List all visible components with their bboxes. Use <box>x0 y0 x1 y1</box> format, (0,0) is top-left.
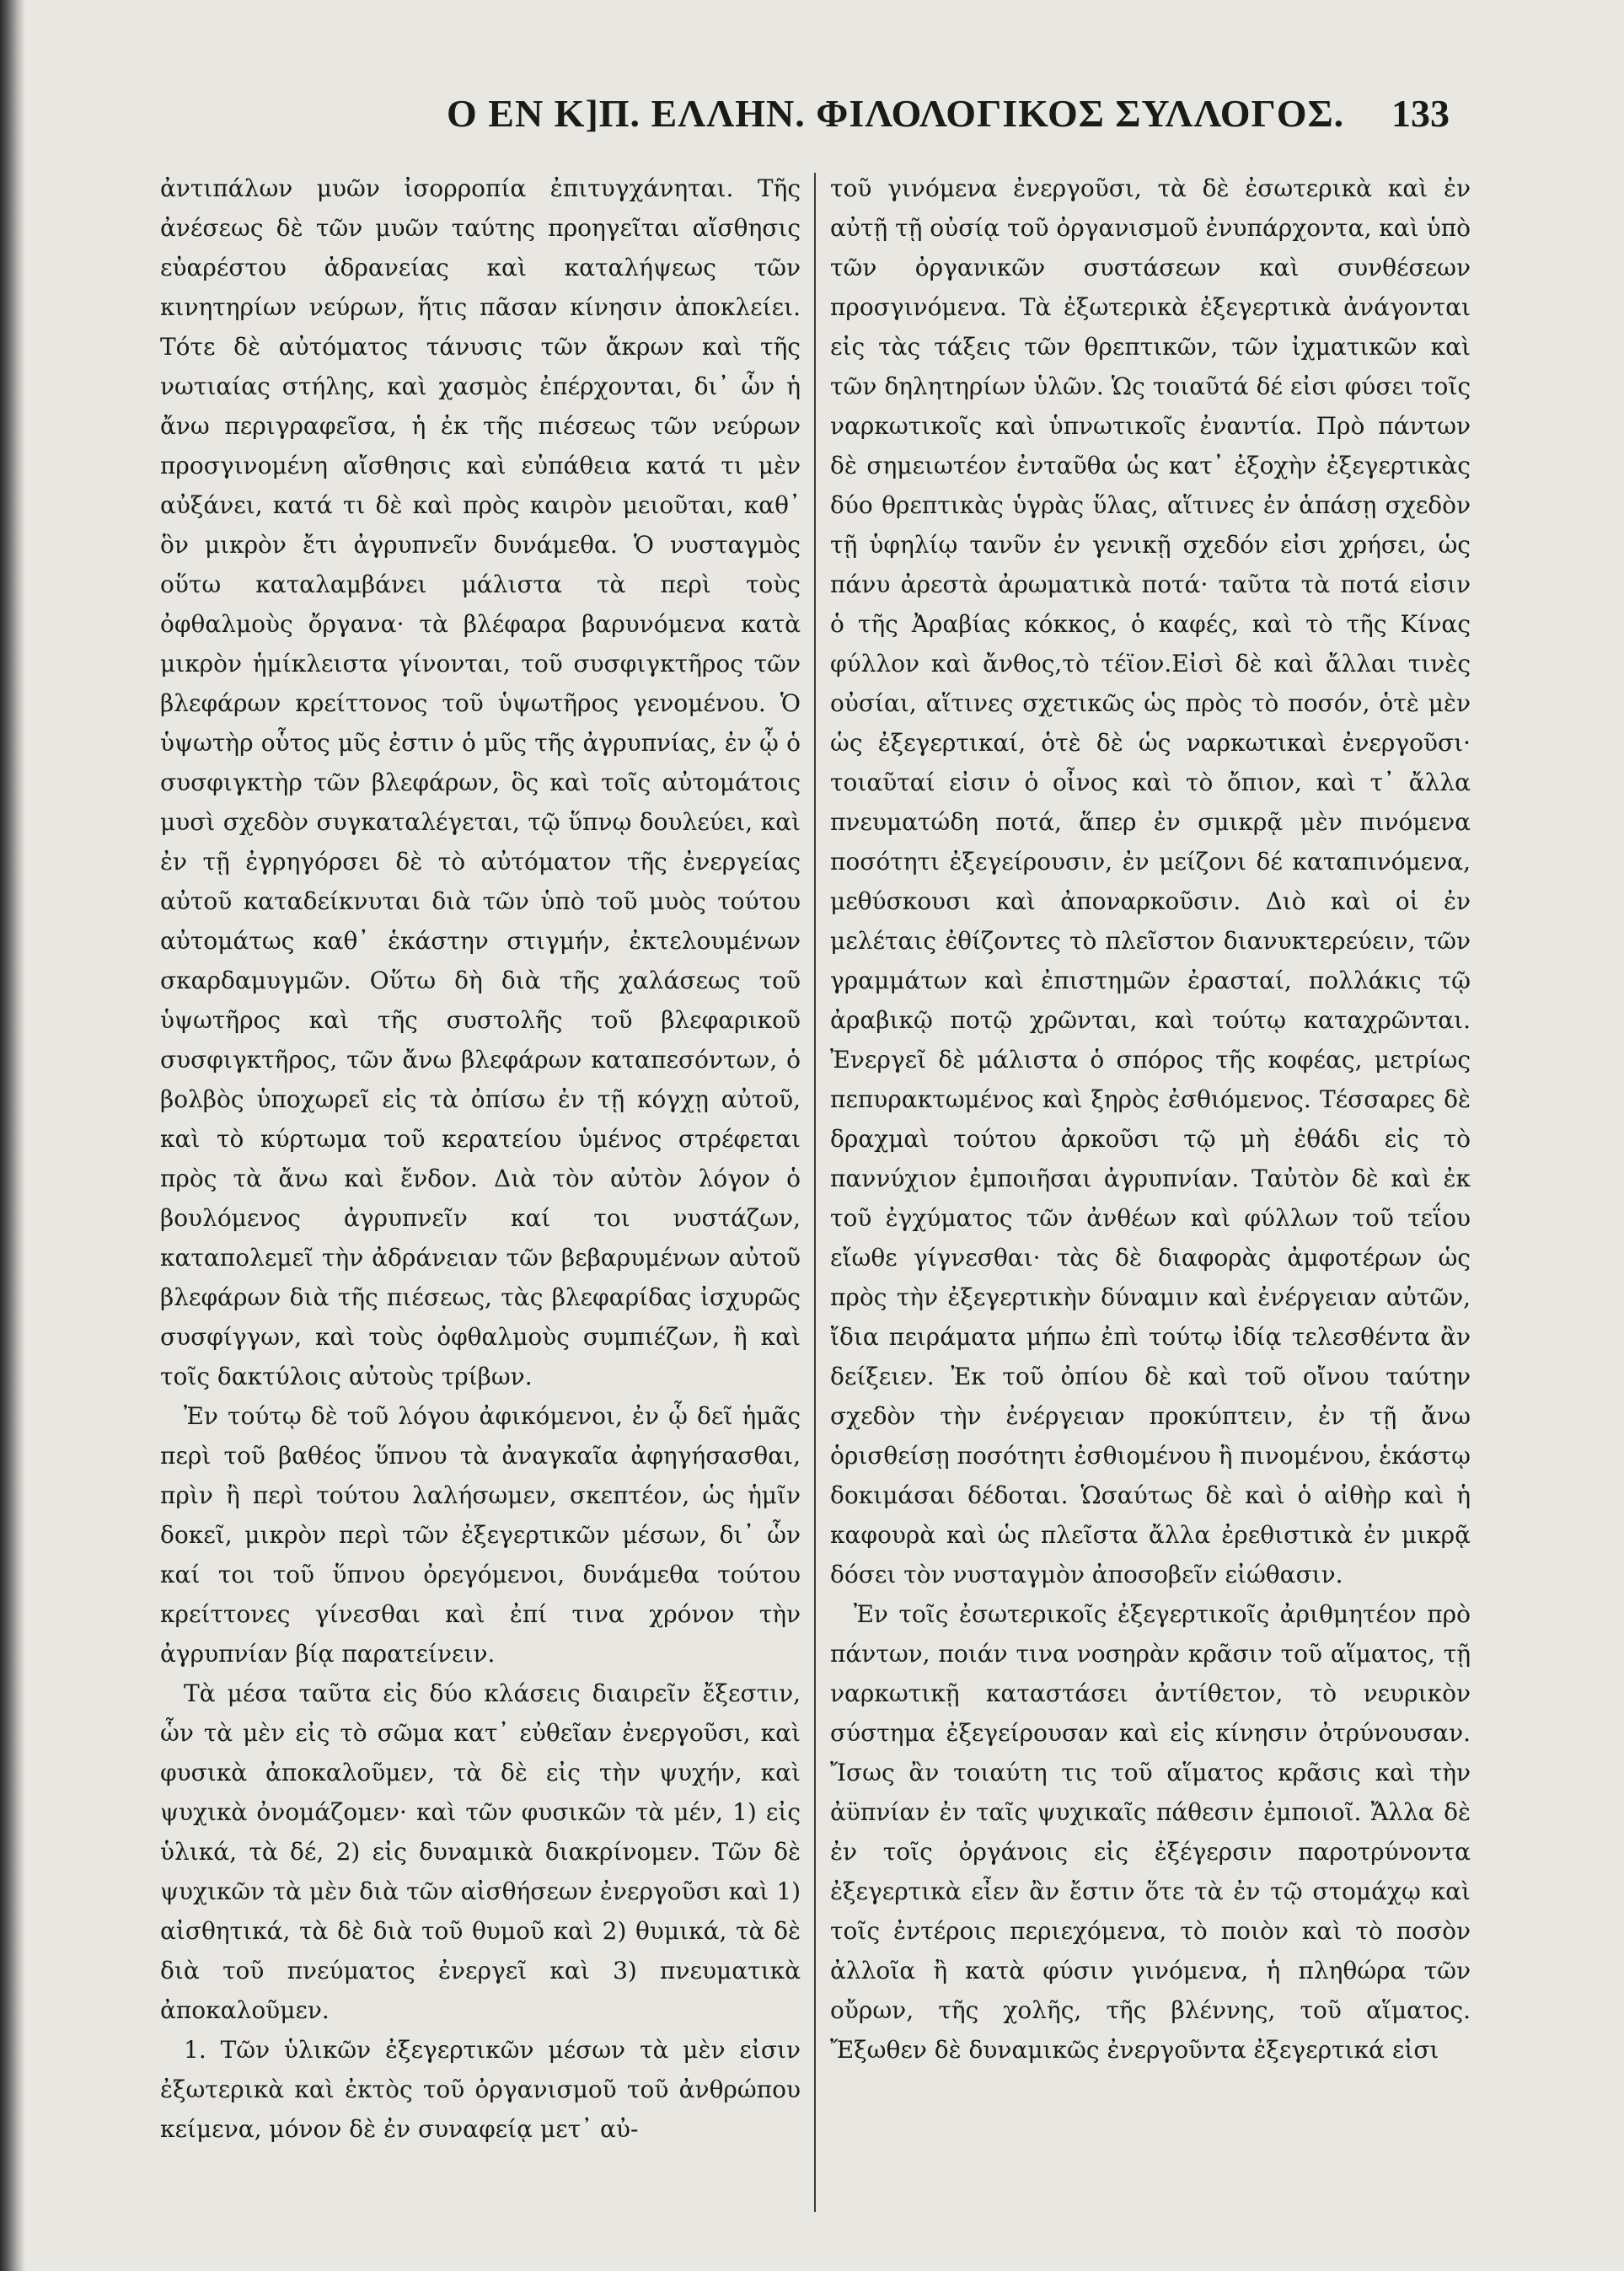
paragraph: Ἐν τοῖς ἐσωτερικοῖς ἐξεγερτικοῖς ἀριθμητέον πρὸ πάντων, ποιάν τινα νοσηρὰν κρᾶσιν τοῦ αἵματος, τῇ ναρκωτικῇ καταστάσει ἀντίθετον, τὸ νευρικὸν σύστημα ἐξεγείρουσαν καὶ εἰς κίνησιν ὀτρύνουσαν. Ἴσως ἂν τοιαύτη τις τοῦ αἵματος κρᾶσις καὶ τὴν ἀϋπνίαν ἐν ταῖς ψυχικαῖς πάθεσιν ἐμποιοῖ. Ἄλλα δὲ ἐν τοῖς ὀργάνοις εἰς ἐξέγερσιν παροτρύνοντα ἐξεγερτικὰ εἶεν ἂν ἔστιν ὅτε τὰ ἐν τῷ στομάχῳ καὶ τοῖς ἐντέροις περιεχόμενα, τὸ ποιὸν καὶ τὸ ποσὸν ἀλλοῖα ἢ κατὰ φύσιν γινόμενα, ἡ πληθώρα τῶν οὔρων, τῆς χολῆς, τῆς βλέννης, τοῦ αἵματος. Ἔξωθεν δὲ δυναμικῶς ἐνεργοῦντα ἐξεγερτικά εἰσι <box>830 1600 1471 2064</box>
paragraph: Τὰ μέσα ταῦτα εἰς δύο κλάσεις διαιρεῖν ἔξεστιν, ὧν τὰ μὲν εἰς τὸ σῶμα κατ᾽ εὐθεῖαν ἐνεργοῦσι, καὶ φυσικὰ ἀποκαλοῦμεν, τὰ δὲ εἰς τὴν ψυχήν, καὶ ψυχικὰ ὀνομάζομεν· καὶ τῶν φυσικῶν τὰ μέν, 1) εἰς ὑλικά, τὰ δέ, 2) εἰς δυναμικὰ διακρίνομεν. Τῶν δὲ ψυχικῶν τὰ μὲν διὰ τῶν αἰσθήσεων ἐνεργοῦσι καὶ 1) αἰσθητικά, τὰ δὲ διὰ τοῦ θυμοῦ καὶ 2) θυμικά, τὰ δὲ διὰ τοῦ πνεύματος ἐνεργεῖ καὶ 3) πνευματικὰ ἀποκαλοῦμεν. <box>160 1679 801 2024</box>
paragraph: 1. Τῶν ὑλικῶν ἐξεγερτικῶν μέσων τὰ μὲν εἰσιν ἐξωτερικὰ καὶ ἐκτὸς τοῦ ὀργανισμοῦ τοῦ ἀνθρώπου κείμενα, μόνον δὲ ἐν συναφείᾳ μετ᾽ αὐ- <box>160 2036 801 2143</box>
paragraph: τοῦ γινόμενα ἐνεργοῦσι, τὰ δὲ ἐσωτερικὰ καὶ ἐν αὐτῇ τῇ οὐσίᾳ τοῦ ὀργανισμοῦ ἐνυπάρχοντα, καὶ ὑπὸ τῶν ὀργανικῶν συστάσεων καὶ συνθέσεων προσγινόμενα. Τὰ ἐξωτερικὰ ἐξεγερτικὰ ἀνάγονται εἰς τὰς τάξεις τῶν θρεπτικῶν, τῶν ἰχματικῶν καὶ τῶν δηλητηρίων ὑλῶν. Ὡς τοιαῦτά δέ εἰσι φύσει τοῖς ναρκωτικοῖς καὶ ὑπνωτικοῖς ἐναντία. Πρὸ πάντων δὲ σημειωτέον ἐνταῦθα ὡς κατ᾽ ἐξοχὴν ἐξεγερτικὰς δύο θρεπτικὰς ὑγρὰς ὕλας, αἵτινες ἐν ἁπάσῃ σχεδὸν τῇ ὑφηλίῳ τανῦν ἐν γενικῇ σχεδόν εἰσι χρήσει, ὡς πάνυ ἀρεστὰ ἀρωματικὰ ποτά· ταῦτα τὰ ποτά εἰσιν ὁ τῆς Ἀραβίας κόκκος, ὁ καφές, καὶ τὸ τῆς Κίνας φύλλον καὶ ἄνθος,τὸ τέϊον.Εἰσὶ δὲ καὶ ἄλλαι τινὲς οὐσίαι, αἵτινες σχετικῶς ὡς πρὸς τὸ ποσόν, ὁτὲ μὲν ὡς ἐξεγερτικαί, ὁτὲ δὲ ὡς ναρκωτικαὶ ἐνεργοῦσι· τοιαῦταί εἰσιν ὁ οἶνος καὶ τὸ ὄπιον, καὶ τ᾽ ἄλλα πνευματώδη ποτά, ἅπερ ἐν σμικρᾷ μὲν πινόμενα ποσότητι ἐξεγείρουσιν, ἐν μείζονι δέ καταπινόμενα, μεθύσκουσι καὶ ἀποναρκοῦσιν. Διὸ καὶ οἱ ἐν μελέταις ἐθίζοντες τὸ πλεῖστον διανυκτερεύειν, τῶν γραμμάτων καὶ ἐπιστημῶν ἐρασταί, πολλάκις τῷ ἀραβικῷ ποτῷ χρῶνται, καὶ τούτῳ καταχρῶνται. Ἐνεργεῖ δὲ μάλιστα ὁ σπόρος τῆς κοφέας, μετρίως πεπυρακτωμένος καὶ ξηρὸς ἐσθιόμενος. Τέσσαρες δὲ δραχμαὶ τούτου ἀρκοῦσι τῷ μὴ ἐθάδι εἰς τὸ παννύχιον ἐμποιῆσαι ἀγρυπνίαν. Ταὐτὸν δὲ καὶ ἐκ τοῦ ἐγχύματος τῶν ἀνθέων καὶ φύλλων τοῦ τεΐου εἴωθε γίγνεσθαι· τὰς δὲ διαφορὰς ἀμφοτέρων ὡς πρὸς τὴν ἐξεγερτικὴν δύναμιν καὶ ἐνέργειαν αὐτῶν, ἴδια πειράματα μήπω ἐπὶ τούτῳ ἰδίᾳ τελεσθέντα ἂν δείξειεν. Ἐκ τοῦ ὀπίου δὲ καὶ τοῦ οἴνου ταύτην σχεδὸν τὴν ἐνέργειαν προκύπτειν, ἐν τῇ ἄνω ὁρισθείσῃ ποσότητι ἐσθιομένου ἢ πινομένου, ἑκάστῳ δοκιμάσαι δέδοται. Ὡσαύτως δὲ καὶ ὁ αἰθὴρ καὶ ἡ καφουρὰ καὶ ὡς πλεῖστα ἄλλα ἐρεθιστικὰ ἐν μικρᾷ δόσει τὸν νυσταγμὸν ἀποσοβεῖν εἰώθασιν. <box>830 174 1471 1588</box>
paragraph: ἀντιπάλων μυῶν ἰσορροπία ἐπιτυγχάνηται. Τῆς ἀνέσεως δὲ τῶν μυῶν ταύτης προηγεῖται αἴσθησις εὐαρέστου ἀδρανείας καὶ καταλήψεως τῶν κινητηρίων νεύρων, ἥτις πᾶσαν κίνησιν ἀποκλείει. Τότε δὲ αὐτόματος τάνυσις τῶν ἄκρων καὶ τῆς νωτιαίας στήλης, καὶ χασμὸς ἐπέρχονται, δι᾽ ὧν ἡ ἄνω περιγραφεῖσα, ἡ ἐκ τῆς πιέσεως τῶν νεύρων προσγινομένη αἴσθησις καὶ εὐπάθεια κατά τι μὲν αὐξάνει, κατά τι δὲ καὶ πρὸς καιρὸν μειοῦται, καθ᾽ ὃν μικρὸν ἔτι ἀγρυπνεῖν δυνάμεθα. Ὁ νυσταγμὸς οὕτω καταλαμβάνει μάλιστα τὰ περὶ τοὺς ὀφθαλμοὺς ὄργανα· τὰ βλέφαρα βαρυνόμενα κατὰ μικρὸν ἡμίκλειστα γίνονται, τοῦ συσφιγκτῆρος τῶν βλεφάρων κρείττονος τοῦ ὑψωτῆρος γενομένου. Ὁ ὑψωτὴρ οὗτος μῦς ἐστιν ὁ μῦς τῆς ἀγρυπνίας, ἐν ᾧ ὁ συσφιγκτὴρ τῶν βλεφάρων, ὃς καὶ τοῖς αὐτομάτοις μυσὶ σχεδὸν συγκαταλέγεται, τῷ ὕπνῳ δουλεύει, καὶ ἐν τῇ ἐγρηγόρσει δὲ τὸ αὐτόματον τῆς ἐνεργείας αὐτοῦ καταδείκνυται διὰ τῶν ὑπὸ τοῦ μυὸς τούτου αὐτομάτως καθ᾽ ἑκάστην στιγμήν, ἐκτελουμένων σκαρδαμυγμῶν. Οὕτω δὴ διὰ τῆς χαλάσεως τοῦ ὑψωτῆρος καὶ τῆς συστολῆς τοῦ βλεφαρικοῦ συσφιγκτῆρος, τῶν ἄνω βλεφάρων καταπεσόντων, ὁ βολβὸς ὑποχωρεῖ εἰς τὰ ὀπίσω ἐν τῇ κόγχῃ αὐτοῦ, καὶ τὸ κύρτωμα τοῦ κερατείου ὑμένος στρέφεται πρὸς τὰ ἄνω καὶ ἔνδον. Διὰ τὸν αὐτὸν λόγον ὁ βουλόμενος ἀγρυπνεῖν καί τοι νυστάζων, καταπολεμεῖ τὴν ἀδράνειαν τῶν βεβαρυμένων αὐτοῦ βλεφάρων διὰ τῆς πιέσεως, τὰς βλεφαρίδας ἰσχυρῶς συσφίγγων, καὶ τοὺς ὀφθαλμοὺς συμπιέζων, ἢ καὶ τοῖς δακτύλοις αὐτοὺς τρίβων. <box>160 174 801 1390</box>
column-divider <box>814 173 816 2212</box>
right-column <box>830 169 1471 2070</box>
left-column <box>160 169 801 2149</box>
running-title: Ο ΕΝ Κ]Π. ΕΛΛΗΝ. ΦΙΛΟΛΟΓΙΚΟΣ ΣΥΛΛΟΓΟΣ. <box>447 92 1345 135</box>
page-header <box>135 84 1450 143</box>
page-number: 133 <box>1391 92 1450 135</box>
paragraph: Ἐν τούτῳ δὲ τοῦ λόγου ἀφικόμενοι, ἐν ᾧ δεῖ ἡμᾶς περὶ τοῦ βαθέος ὕπνου τὰ ἀναγκαῖα ἀφηγήσασθαι, πρὶν ἢ περὶ τούτου λαλήσωμεν, σκεπτέον, ὡς ἡμῖν δοκεῖ, μικρὸν περὶ τῶν ἐξεγερτικῶν μέσων, δι᾽ ὧν καί τοι τοῦ ὕπνου ὀρεγόμενοι, δυνάμεθα τούτου κρείττονες γίνεσθαι καὶ ἐπί τινα χρόνον τὴν ἀγρυπνίαν βίᾳ παρατείνειν. <box>160 1402 801 1668</box>
binding-gutter <box>0 0 25 2271</box>
